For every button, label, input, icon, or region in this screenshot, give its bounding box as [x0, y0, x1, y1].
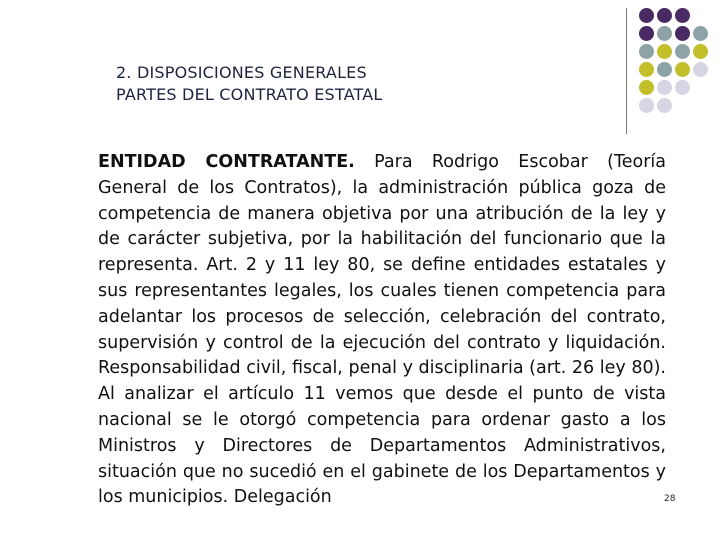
decor-dot [639, 62, 654, 77]
slide-title [116, 62, 596, 106]
decor-dot [675, 80, 690, 95]
body-paragraph [98, 150, 666, 511]
decor-dot [675, 62, 690, 77]
decor-dot [639, 8, 654, 23]
decor-dot [657, 44, 672, 59]
divider-line [626, 8, 627, 134]
page-number: 28 [664, 494, 676, 504]
decor-dot [693, 44, 708, 59]
decor-dot [657, 62, 672, 77]
decor-dot [675, 44, 690, 59]
decor-dot [657, 26, 672, 41]
decor-dot [639, 26, 654, 41]
title-line-1: 2. DISPOSICIONES GENERALES [116, 63, 367, 82]
decor-dot [657, 8, 672, 23]
decor-dot [639, 98, 654, 113]
paragraph-text: Para Rodrigo Escobar (Teoría General de los Contratos), la administración pública goza de competencia de manera objetiva por una atribución de la ley y de carácter subjetiva, por la habilitación del funcionario que la representa. Art. 2 y 11 ley 80, se define entidades estatales y sus representantes legales, los cuales tienen competencia para adelantar los procesos de selección, celebración del contrato, supervisión y control de la ejecución del contrato y liquidación. Responsabilidad civil, fiscal, penal y disciplinaria (art. 26 ley 80). Al analizar el artículo 11 vemos que desde el punto de vista nacional se le otorgó competencia para ordenar gasto a los Ministros y Directores de Departamentos Administrativos, situación que no sucedió en el gabinete de los Departamentos y los municipios. Delegación [98, 152, 666, 508]
decor-dot [639, 44, 654, 59]
decor-dot [675, 26, 690, 41]
decor-dot [639, 80, 654, 95]
decor-dot [657, 80, 672, 95]
decor-dot [657, 98, 672, 113]
title-line-2: PARTES DEL CONTRATO ESTATAL [116, 85, 383, 104]
lead-heading: ENTIDAD CONTRATANTE. [98, 152, 355, 172]
decor-dot [693, 26, 708, 41]
decor-dot [693, 62, 708, 77]
decor-dot [675, 8, 690, 23]
